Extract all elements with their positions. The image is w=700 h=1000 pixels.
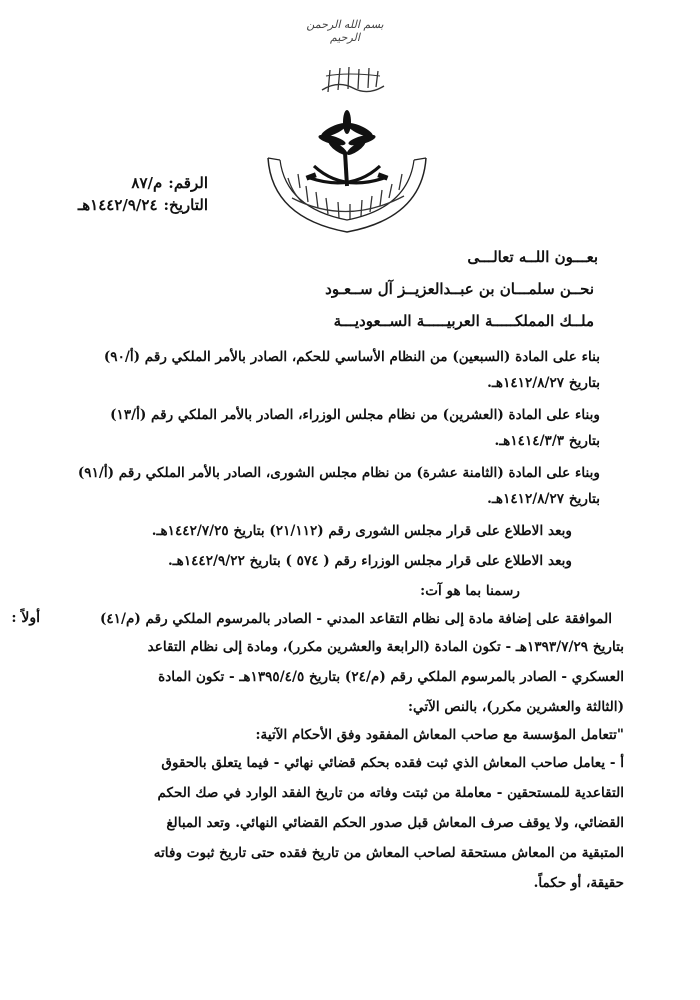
saudi-emblem-logo	[262, 108, 432, 238]
king-name-line: نحــن سلمـــان بن عبــدالعزيــز آل ســعـود	[325, 280, 594, 298]
basmala-text: بسم الله الرحمن الرحيم	[306, 18, 384, 44]
item-one-line-7: التقاعدية للمستحقين - معاملة من ثبتت وفاته من تاريخ الفقد الوارد في صك الحكم	[157, 785, 624, 801]
recital-3-line-1: وبناء على المادة (الثامنة عشرة) من نظام مجلس الشورى، الصادر بالأمر الملكي رقم (أ/٩١)	[77, 465, 600, 481]
recital-paragraph-2	[40, 402, 600, 454]
recital-1-line-2: بتاريخ ١٤١٢/٨/٢٧هـ.	[487, 375, 600, 391]
council-of-ministers-recital: وبعد الاطلاع على قرار مجلس الوزراء رقم ( ٥٧٤ ) بتاريخ ١٤٤٢/٩/٢٢هـ.	[167, 553, 572, 569]
item-one-line-3: العسكري - الصادر بالمرسوم الملكي رقم (م/٢٤) بتاريخ ١٣٩٥/٤/٥هـ - تكون المادة	[158, 669, 624, 685]
opening-invocation: بعـــون اللــه تعالـــى	[467, 248, 598, 266]
item-one-line-1: الموافقة على إضافة مادة إلى نظام التقاعد المدني - الصادر بالمرسوم الملكي رقم (م/٤١)	[99, 611, 612, 627]
recital-paragraph-1	[40, 344, 600, 396]
item-one-line-6: أ - يعامل صاحب المعاش الذي ثبت فقده بحكم قضائي نهائي - فيما يتعلق بالحقوق	[161, 755, 624, 771]
recital-3-line-2: بتاريخ ١٤١٢/٨/٢٧هـ.	[487, 491, 600, 507]
reference-block	[78, 172, 208, 216]
reference-number-row	[78, 172, 208, 194]
king-title-line: ملــك المملكـــــة العربيـــــة الســعوديـــة	[333, 312, 594, 330]
item-one-line-8: القضائي، ولا يوقف صرف المعاش قبل صدور الحكم القضائي النهائي. وتعد المبالغ	[166, 815, 624, 831]
item-one-number: أولاً :	[11, 610, 40, 626]
item-one-line-9: المتبقية من المعاش مستحقة لصاحب المعاش من تاريخ فقده حتى تاريخ ثبوت وفاته	[153, 845, 624, 861]
item-one-body	[34, 606, 624, 898]
reference-date-value: ١٤٤٢/٩/٢٤هـ	[77, 196, 158, 214]
shahada-calligraphy-icon	[318, 62, 388, 96]
recital-2-line-1: وبناء على المادة (العشرين) من نظام مجلس الوزراء، الصادر بالأمر الملكي رقم (أ/١٣)	[110, 407, 600, 423]
reference-number-value: م/٨٧	[131, 174, 163, 192]
shahada-calligraphy-logo	[318, 62, 388, 96]
reference-number-label: الرقم:	[168, 174, 208, 192]
shura-council-recital: وبعد الاطلاع على قرار مجلس الشورى رقم (٢١/١١٢) بتاريخ ١٤٤٢/٧/٢٥هـ.	[151, 523, 572, 539]
recital-2-line-2: بتاريخ ١٤١٤/٣/٣هـ.	[494, 433, 600, 449]
item-one-line-4: (الثالثة والعشرين مكرر)، بالنص الآتي:	[407, 699, 624, 715]
recital-paragraph-3	[40, 460, 600, 512]
decree-statement: رسمنا بما هو آت:	[420, 583, 520, 599]
recital-1-line-1: بناء على المادة (السبعين) من النظام الأساسي للحكم، الصادر بالأمر الملكي رقم (أ/٩٠)	[103, 349, 600, 365]
item-one-line-5: "تتعامل المؤسسة مع صاحب المعاش المفقود وفق الأحكام الآتية:	[255, 727, 624, 743]
item-one-line-10: حقيقة، أو حكماً.	[533, 875, 624, 891]
item-one-line-2: بتاريخ ١٣٩٣/٧/٢٩هـ - تكون المادة (الرابعة والعشرين مكرر)، ومادة إلى نظام التقاعد	[147, 639, 624, 655]
reference-date-label: التاريخ:	[163, 196, 208, 214]
reference-date-row	[78, 194, 208, 216]
